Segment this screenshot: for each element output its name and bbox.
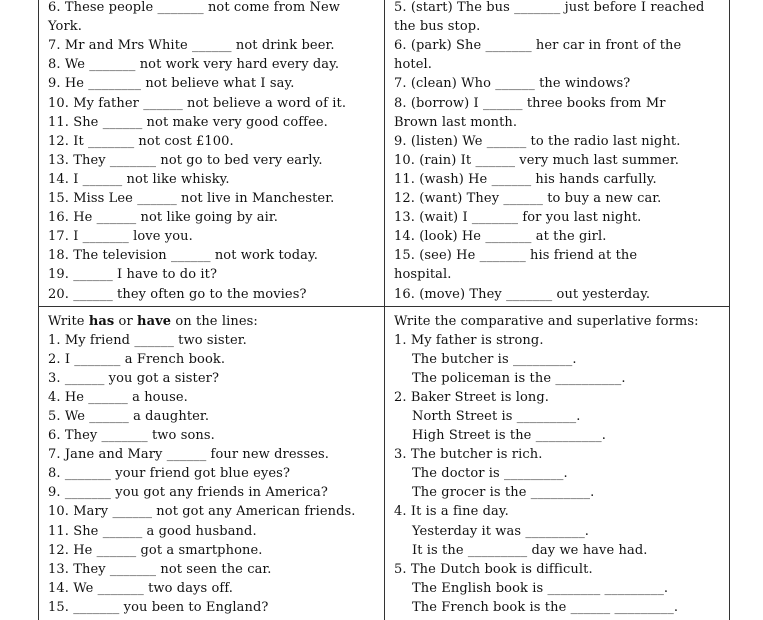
border-right — [729, 0, 730, 620]
border-left — [38, 0, 39, 620]
exercise-line: hotel. — [394, 57, 433, 73]
exercise-line: 8. _______ your friend got blue eyes? — [48, 466, 291, 482]
exercise-line: 4. It is a fine day. — [394, 504, 509, 520]
exercise-line: 11. She ______ a good husband. — [48, 523, 257, 539]
exercise-line: 9. _______ you got any friends in America? — [48, 485, 328, 501]
exercise-line: 5. We ______ a daughter. — [48, 409, 210, 425]
border-middle — [384, 0, 385, 620]
exercise-line: 19. ______ I have to do it? — [48, 267, 218, 283]
exercise-line: Yesterday it was _________. — [412, 523, 590, 539]
exercise-line: Brown last month. — [394, 114, 518, 130]
exercise-line: 8. We _______ not work very hard every day. — [48, 57, 340, 73]
exercise-line: 3. The butcher is rich. — [394, 447, 543, 463]
exercise-line: 13. They _______ not seen the car. — [48, 561, 272, 577]
exercise-line: 13. (wait) I _______ for you last night. — [394, 210, 642, 226]
exercise-line: hospital. — [394, 267, 452, 283]
exercise-line: The butcher is _________. — [412, 352, 577, 368]
exercise-line: 6. They _______ two sons. — [48, 428, 215, 444]
border-row-divider — [38, 306, 730, 307]
exercise-line: 12. It _______ not cost £100. — [48, 133, 234, 149]
exercise-line: 4. He ______ a house. — [48, 390, 188, 406]
exercise-line: 9. He ________ not believe what I say. — [48, 76, 295, 92]
exercise-line: 11. (wash) He ______ his hands carfully. — [394, 171, 657, 187]
exercise-line: 1. My father is strong. — [394, 333, 544, 348]
exercise-line: 10. (rain) It ______ very much last summer. — [394, 152, 679, 168]
exercise-line: The doctor is _________. — [412, 466, 568, 482]
exercise-line: 17. I _______ love you. — [48, 229, 193, 245]
exercise-line: 15. Miss Lee ______ not live in Manchester. — [48, 191, 335, 206]
exercise-line: High Street is the __________. — [412, 428, 606, 444]
comparative-instruction: Write the comparative and superlative forms: — [394, 314, 699, 329]
exercise-line: 12. He ______ got a smartphone. — [48, 542, 263, 558]
exercise-line: 2. I _______ a French book. — [48, 352, 226, 368]
exercise-line: 6. These people _______ not come from New — [48, 0, 340, 15]
exercise-line: 14. We _______ two days off. — [48, 580, 234, 596]
exercise-line: 12. (want) They ______ to buy a new car. — [394, 191, 662, 206]
exercise-line: 14. (look) He _______ at the girl. — [394, 229, 607, 245]
exercise-line: North Street is _________. — [412, 409, 581, 425]
exercise-line: 1. My friend ______ two sister. — [48, 333, 247, 348]
exercise-line: the bus stop. — [394, 19, 481, 35]
exercise-line: 16. He ______ not like going by air. — [48, 210, 279, 226]
exercise-line: 14. I ______ not like whisky. — [48, 171, 230, 187]
exercise-line: York. — [48, 19, 83, 35]
exercise-line: 16. (move) They _______ out yesterday. — [394, 286, 651, 302]
exercise-line: The policeman is the __________. — [412, 371, 626, 387]
exercise-line: 13. They _______ not go to bed very early. — [48, 152, 323, 168]
exercise-line: 3. ______ you got a sister? — [48, 371, 220, 387]
exercise-line: It is the _________ day we have had. — [412, 542, 648, 558]
exercise-line: The English book is ________ _________. — [412, 580, 669, 596]
exercise-line: 7. Jane and Mary ______ four new dresses. — [48, 447, 330, 463]
exercise-line: 6. (park) She _______ her car in front of the — [394, 38, 682, 54]
exercise-line: 5. The Dutch book is difficult. — [394, 561, 593, 577]
exercise-line: 2. Baker Street is long. — [394, 390, 550, 406]
exercise-line: 10. Mary ______ not got any American friends. — [48, 504, 356, 520]
exercise-line: 18. The television ______ not work today. — [48, 248, 318, 264]
exercise-line: 5. (start) The bus _______ just before I reached — [394, 0, 705, 15]
exercise-line: 15. _______ you been to England? — [48, 599, 269, 615]
exercise-line: 9. (listen) We ______ to the radio last night. — [394, 133, 681, 149]
exercise-line: The French book is the ______ _________. — [412, 599, 679, 615]
exercise-line: 10. My father ______ not believe a word of it. — [48, 95, 347, 111]
exercise-line: 7. (clean) Who ______ the windows? — [394, 76, 631, 92]
exercise-line: 20. ______ they often go to the movies? — [48, 286, 307, 302]
exercise-line: The grocer is the _________. — [412, 485, 595, 501]
exercise-line: 11. She ______ not make very good coffee. — [48, 114, 328, 130]
has-have-instruction: Write has or have on the lines: — [48, 314, 258, 329]
exercise-line: 7. Mr and Mrs White ______ not drink beer. — [48, 38, 335, 54]
exercise-line: 15. (see) He _______ his friend at the — [394, 248, 638, 264]
exercise-line: 8. (borrow) I ______ three books from Mr — [394, 95, 666, 111]
